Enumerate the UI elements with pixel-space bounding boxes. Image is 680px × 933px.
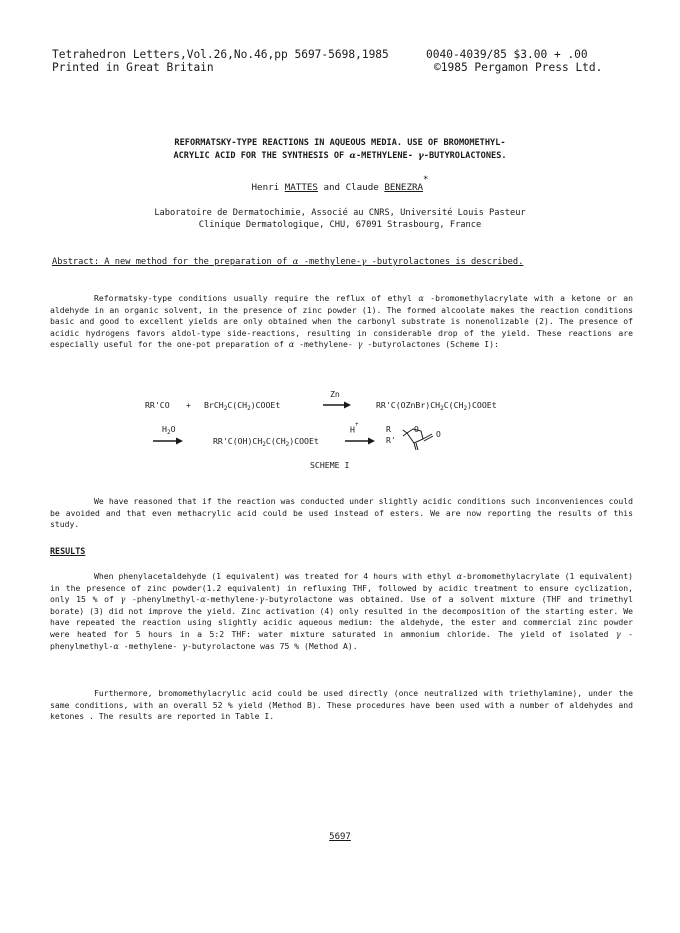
- paper-title: [40, 137, 640, 163]
- paragraph-text: -methylene-: [205, 594, 260, 605]
- alpha-symbol: α: [288, 339, 295, 350]
- paragraph-text: -bromomethylacrylate (1 equivalent) in the presence of zinc powder(1.2 equivalent) in refluxing THF, followed by acidic treatment to ensure cyclization, only 15 % of: [50, 571, 633, 605]
- paragraph-text: -phenylmethyl-: [50, 628, 633, 651]
- gamma-symbol: γ: [120, 594, 126, 605]
- subscript: 2: [262, 441, 266, 448]
- lactone-carbonyl-oxygen: O: [436, 430, 441, 439]
- printed-in: Printed in Great Britain: [52, 61, 214, 74]
- paragraph-text: -butyrolactones (Scheme I):: [362, 339, 499, 350]
- gamma-symbol: γ: [357, 339, 363, 350]
- reagent-acid: [350, 422, 359, 436]
- title-text: -METHYLENE-: [355, 151, 419, 161]
- formula-part: )COOEt: [467, 400, 497, 410]
- title-line-1: REFORMATSKY-TYPE REACTIONS IN AQUEOUS MEDIA. USE OF BROMOMETHYL-: [174, 138, 506, 148]
- results-paragraph-1: [50, 571, 633, 652]
- author-2-surname: BENEZRA: [384, 182, 424, 194]
- reaction-arrow-1: [322, 400, 352, 410]
- paragraph-text: -methylene-: [118, 640, 183, 651]
- alpha-symbol: α: [292, 257, 299, 267]
- results-heading: RESULTS: [50, 546, 86, 556]
- gamma-symbol: γ: [418, 151, 424, 161]
- author-connector: and Claude: [317, 182, 385, 194]
- reaction-arrow-3: [344, 436, 376, 446]
- paragraph-text: -methylene-: [294, 339, 358, 350]
- lactone-structure: [394, 422, 440, 452]
- abstract-label: Abstract:: [52, 257, 100, 267]
- formula-part: RR'C(OH)CH: [213, 436, 263, 446]
- paragraph-text: -butyrolactone was 75 % (Method A).: [187, 640, 358, 651]
- formula-part: H: [350, 424, 355, 435]
- paragraph-text: -phenylmethyl-: [125, 594, 201, 605]
- reagent-water: [162, 424, 176, 435]
- reaction-arrow-2: [152, 436, 184, 446]
- lactone-ring-oxygen: O: [414, 425, 419, 434]
- subscript: 2: [440, 405, 444, 412]
- reactant-ketone: RR'CO: [145, 400, 170, 410]
- authors: [40, 175, 640, 194]
- superscript: +: [354, 421, 359, 428]
- subscript: 2: [166, 429, 171, 436]
- gamma-symbol: γ: [259, 594, 265, 605]
- lactone-r-label: R: [386, 425, 391, 434]
- formula-part: )COOEt: [289, 436, 319, 446]
- lactone-r-prime-label: R': [386, 436, 396, 445]
- title-text: ACRYLIC ACID FOR THE SYNTHESIS OF: [173, 151, 350, 161]
- abstract-text: -methylene-: [298, 257, 362, 267]
- issn-price: 0040-4039/85 $3.00 + .00: [426, 48, 588, 61]
- journal-citation: Tetrahedron Letters,Vol.26,No.46,pp 5697-5698,1985: [52, 48, 389, 61]
- affiliation-line-2: Clinique Dermatologique, CHU, 67091 Strasbourg, France: [198, 220, 482, 230]
- gamma-symbol: γ: [615, 628, 621, 639]
- gamma-symbol: γ: [361, 257, 367, 267]
- formula-part: C(CH: [227, 400, 248, 410]
- formula-part: O: [170, 424, 176, 434]
- subscript: 2: [285, 441, 290, 448]
- paragraph-text: Reformatsky-type conditions usually require the reflux of ethyl: [94, 293, 419, 303]
- reasoning-paragraph: We have reasoned that if the reaction was conducted under slightly acidic conditions such inconveniences could be avoided and that even methacrylic acid could be used instead of esters. We are now reporting the results of this study.: [50, 496, 633, 530]
- formula-part: RR'C(OZnBr)CH: [376, 400, 441, 410]
- gamma-symbol: γ: [182, 640, 188, 651]
- copyright: ©1985 Pergamon Press Ltd.: [434, 61, 603, 74]
- subscript: 2: [463, 405, 468, 412]
- formula-part: H: [162, 424, 167, 434]
- alpha-symbol: α: [418, 293, 424, 303]
- alpha-symbol: α: [200, 594, 206, 605]
- affiliation: [40, 207, 640, 231]
- formula-part: C(CH: [265, 436, 286, 446]
- paragraph-text: When phenylacetaldehyde (1 equivalent) was treated for 4 hours with ethyl: [94, 571, 457, 581]
- reagent-zinc: Zn: [330, 389, 340, 399]
- corresponding-asterisk: *: [423, 175, 429, 185]
- paragraph-text: -bromomethylacrylate with a ketone or an aldehyde in an organic solvent, in the presence of zinc powder (1). The formed alcoolate makes the reaction conditions basic and good to excellent yields are only obtained when the carbonyl substrate is nonenolizable (2). The presence of acidic hydrogens favors aldol-type side-reactions, resulting in considerable drop of the yield. These reactions are especially useful for the one-pot preparation of: [50, 293, 633, 350]
- results-paragraph-2: Furthermore, bromomethylacrylic acid could be used directly (once neutralized with triethylamine), under the same conditions, with an overall 52 % yield (Method B). These procedures have been used with a number of aldehydes and ketones . The results are reported in Table I.: [50, 688, 633, 722]
- paragraph-text: -butyrolactone was obtained. Use of a solvent mixture (THF and trimethyl borate) (3) did not improve the yield. Zinc activation (4) only resulted in the decomposition of the starting ester. We have repeated the reaction using slightly acidic aqueous medium: the aldehyde, the ester and commercial zinc powder were heated for 5 hours in a 5:2 THF: water mixture saturated in ammonium chloride. The yield of isolated: [50, 594, 633, 639]
- product-zinc-alkoxide: [376, 400, 497, 411]
- alpha-symbol: α: [456, 571, 463, 581]
- abstract-text: -butyrolactones is described.: [366, 257, 524, 267]
- formula-part: )COOEt: [250, 400, 281, 410]
- title-line-2: [40, 150, 640, 163]
- page-number: 5697: [329, 832, 351, 842]
- alpha-symbol: α: [349, 151, 356, 161]
- plus-sign: +: [186, 400, 191, 410]
- author-1-surname: MATTES: [284, 182, 318, 194]
- abstract: [52, 256, 632, 268]
- author-first-name: Henri: [251, 182, 285, 194]
- alpha-symbol: α: [113, 640, 119, 651]
- abstract-text: A new method for the preparation of: [99, 257, 293, 267]
- intermediate-hydroxy-ester: [213, 436, 319, 447]
- title-text: -BUTYROLACTONES.: [423, 151, 507, 161]
- affiliation-line-1: Laboratoire de Dermatochimie, Associé au CNRS, Université Louis Pasteur: [154, 208, 526, 218]
- subscript: 2: [247, 405, 251, 412]
- subscript: 2: [223, 405, 228, 412]
- scheme-label: SCHEME I: [310, 460, 350, 470]
- formula-part: C(CH: [443, 400, 464, 410]
- formula-part: BrCH: [204, 400, 224, 410]
- reactant-bromo-ester: [204, 400, 280, 411]
- intro-paragraph: [50, 293, 633, 351]
